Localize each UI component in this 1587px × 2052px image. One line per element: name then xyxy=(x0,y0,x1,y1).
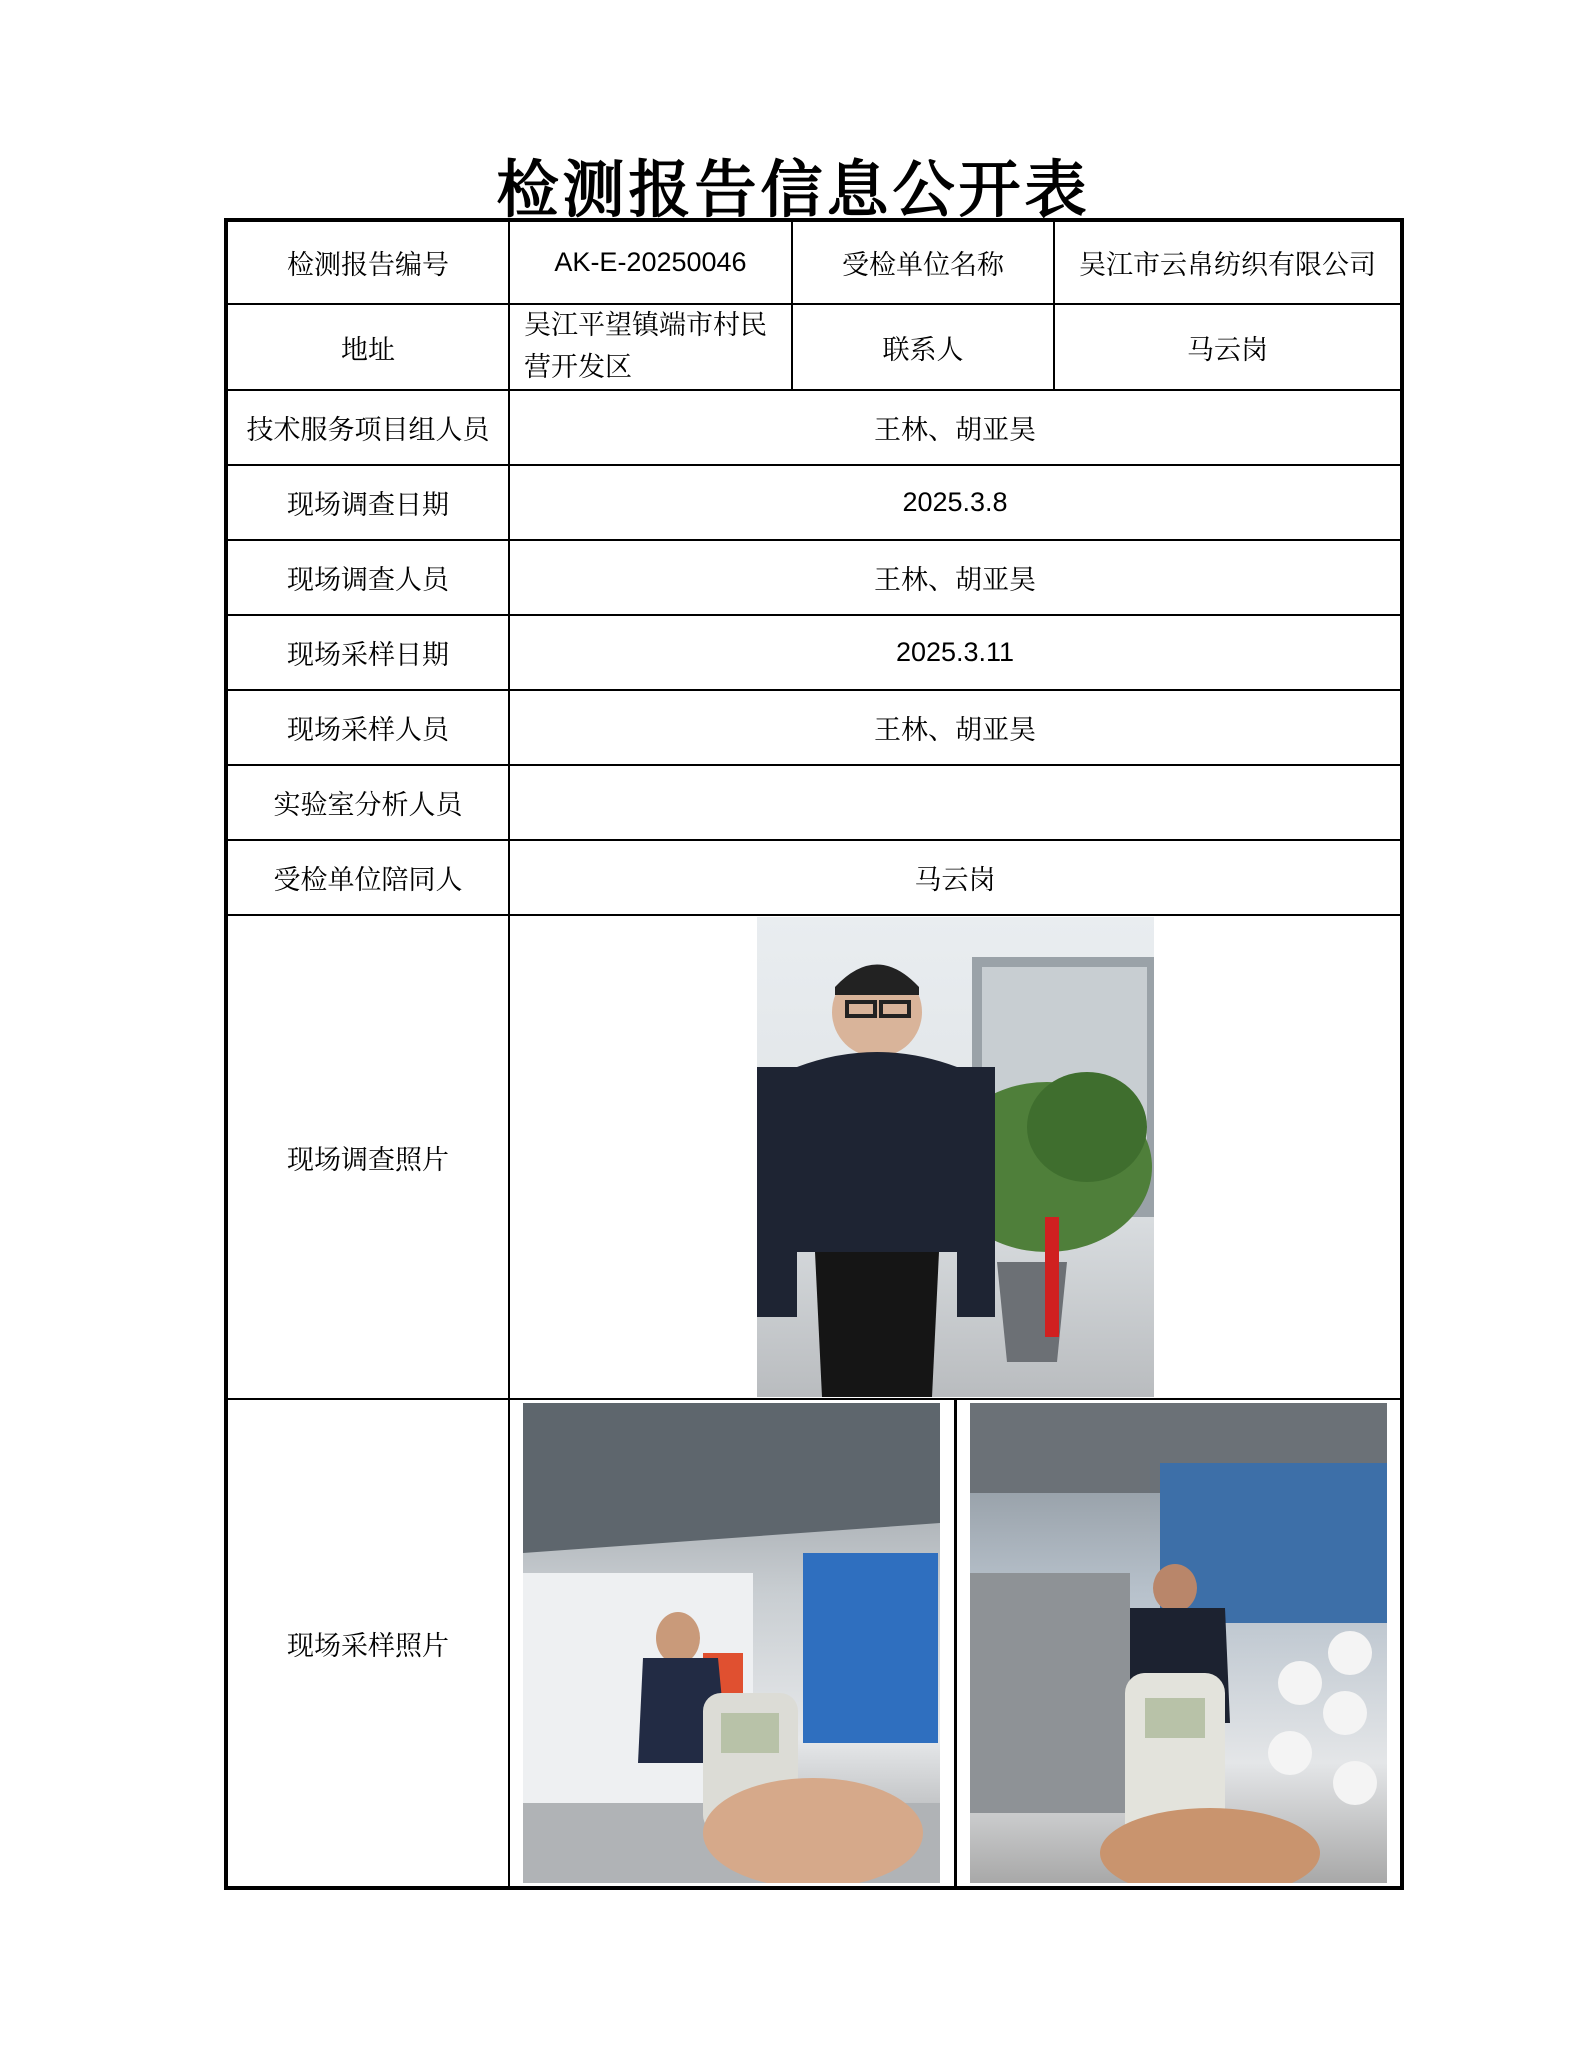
team-label: 技术服务项目组人员 xyxy=(226,390,509,465)
survey-staff-label: 现场调查人员 xyxy=(226,540,509,615)
sample-date-label: 现场采样日期 xyxy=(226,615,509,690)
escort-label: 受检单位陪同人 xyxy=(226,840,509,915)
unit-name-label: 受检单位名称 xyxy=(792,220,1054,304)
lab-staff-label: 实验室分析人员 xyxy=(226,765,509,840)
sample-staff-label: 现场采样人员 xyxy=(226,690,509,765)
report-no-label: 检测报告编号 xyxy=(226,220,509,304)
contact-label: 联系人 xyxy=(792,304,1054,390)
survey-staff-value: 王林、胡亚昊 xyxy=(509,540,1402,615)
sample-staff-value: 王林、胡亚昊 xyxy=(509,690,1402,765)
table-row xyxy=(226,915,1402,1399)
unit-name-value: 吴江市云帛纺织有限公司 xyxy=(1054,220,1402,304)
report-table xyxy=(224,218,1404,1890)
sample-photo-left xyxy=(523,1403,940,1883)
table-row xyxy=(226,540,1402,615)
report-no-value: AK-E-20250046 xyxy=(509,220,792,304)
team-value: 王林、胡亚昊 xyxy=(509,390,1402,465)
survey-date-value: 2025.3.8 xyxy=(509,465,1402,540)
table-row xyxy=(226,220,1402,304)
table-row xyxy=(226,390,1402,465)
survey-photo xyxy=(757,917,1154,1397)
lab-staff-value xyxy=(509,765,1402,840)
escort-value: 马云岗 xyxy=(509,840,1402,915)
survey-photo-cell xyxy=(509,915,1402,1399)
survey-date-label: 现场调查日期 xyxy=(226,465,509,540)
survey-photo-label: 现场调查照片 xyxy=(226,915,509,1399)
table-row xyxy=(226,615,1402,690)
contact-value: 马云岗 xyxy=(1054,304,1402,390)
address-value: 吴江平望镇端市村民营开发区 xyxy=(509,304,792,390)
address-label: 地址 xyxy=(226,304,509,390)
table-row xyxy=(226,465,1402,540)
sample-photo-cell xyxy=(509,1399,1402,1888)
table-row xyxy=(226,840,1402,915)
table-row xyxy=(226,765,1402,840)
table-row xyxy=(226,1399,1402,1888)
sample-date-value: 2025.3.11 xyxy=(509,615,1402,690)
table-row xyxy=(226,304,1402,390)
page-title: 检测报告信息公开表 xyxy=(496,153,1091,226)
sample-photo-right xyxy=(970,1403,1387,1883)
sample-photo-label: 现场采样照片 xyxy=(226,1399,509,1888)
table-row xyxy=(226,690,1402,765)
